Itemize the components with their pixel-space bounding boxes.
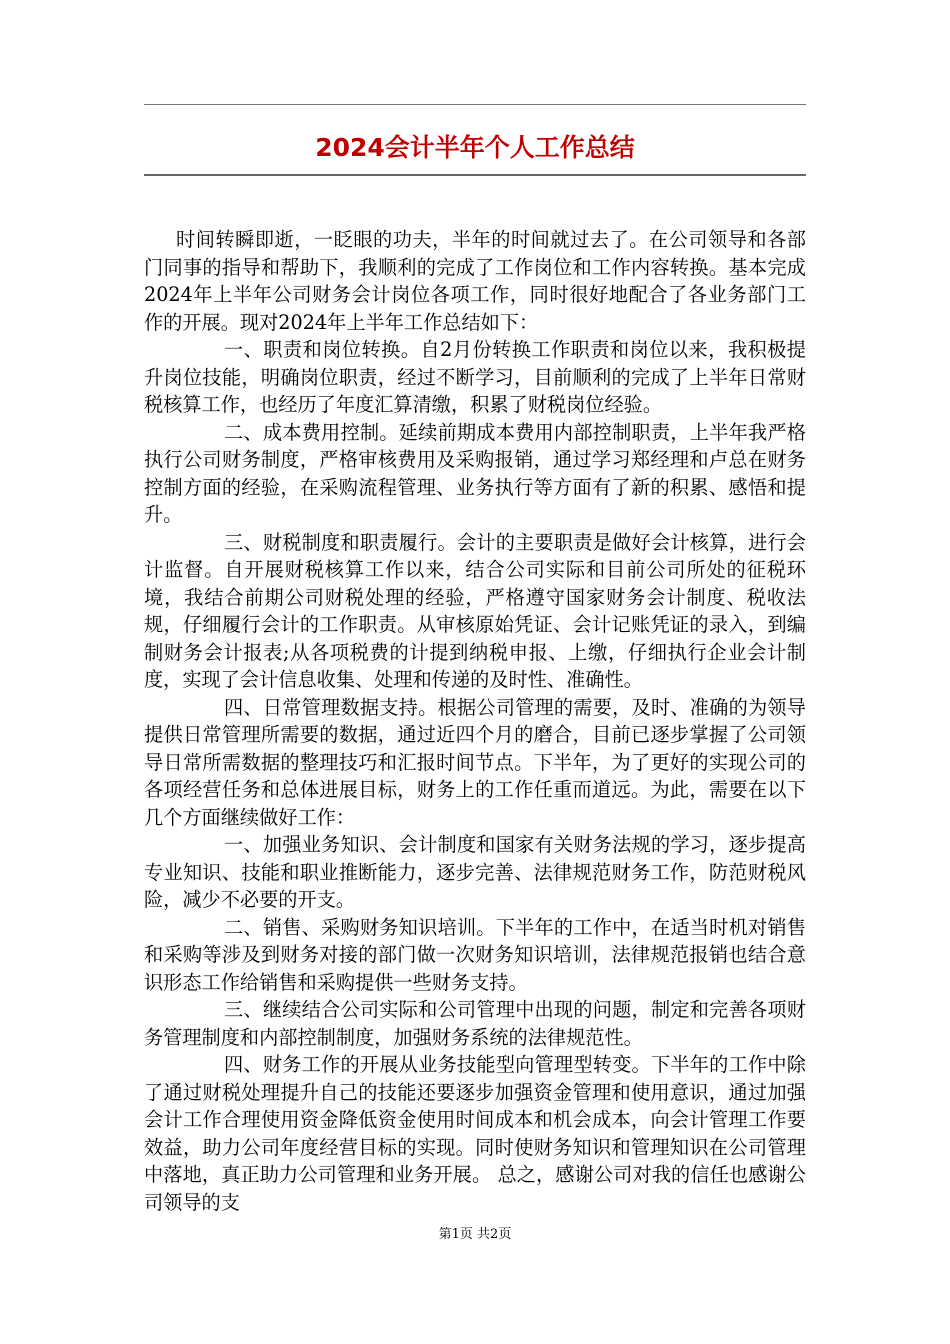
paragraph-plan-training: 二、销售、采购财务知识培训。下半年的工作中，在适当时机对销售和采购等涉及到财务对接的部门做一次财务知识培训，法律规范报销也结合意识形态工作给销售和采购提供一些财务支持。 — [144, 915, 806, 994]
header-rule-top — [144, 104, 806, 105]
paragraph-data-support: 四、日常管理数据支持。根据公司管理的需要，及时、准确的为领导提供日常管理所需要的数据，通过近四个月的磨合，目前已逐步掌握了公司领导日常所需数据的整理技巧和汇报时间节点。下半年，为了更好的实现公司的各项经营任务和总体进展目标，财务上的工作任重而道远。为此，需要在以下几个方面继续做好工作： — [144, 695, 806, 829]
document-title: 2024会计半年个人工作总结 — [315, 133, 635, 162]
paragraph-plan-management: 四、财务工作的开展从业务技能型向管理型转变。下半年的工作中除了通过财税处理提升自己的技能还要逐步加强资金管理和使用意识，通过加强会计工作合理使用资金降低资金使用时间成本和机会成本，向会计管理工作要效益，助力公司年度经营目标的实现。同时使财务知识和管理知识在公司管理中落地，真正助力公司管理和业务开展。 总之，感谢公司对我的信任也感谢公司领导的支 — [144, 1053, 806, 1214]
paragraph-plan-study: 一、加强业务知识、会计制度和国家有关财务法规的学习，逐步提高专业知识、技能和职业推断能力，逐步完善、法律规范财务工作，防范财税风险，减少不必要的开支。 — [144, 833, 806, 911]
intro-paragraph: 时间转瞬即逝，一眨眼的功夫，半年的时间就过去了。在公司领导和各部门同事的指导和帮助下，我顺利的完成了工作岗位和工作内容转换。基本完成2024年上半年公司财务会计岗位各项工作，同时很好地配合了各业务部门工作的开展。现对2024年上半年工作总结如下： — [144, 228, 806, 334]
paragraph-plan-system: 三、继续结合公司实际和公司管理中出现的问题，制定和完善各项财务管理制度和内部控制制度，加强财务系统的法律规范性。 — [144, 998, 806, 1049]
page-footer: 第1页 共2页 — [438, 1227, 512, 1242]
paragraph-duty-transfer: 一、职责和岗位转换。自2月份转换工作职责和岗位以来，我积极提升岗位技能，明确岗位职责，经过不断学习，目前顺利的完成了上半年日常财税核算工作，也经历了年度汇算清缴，积累了财税岗位经验。 — [144, 338, 806, 416]
paragraph-cost-control: 二、成本费用控制。延续前期成本费用内部控制职责，上半年我严格执行公司财务制度，严格审核费用及采购报销，通过学习郑经理和卢总在财务控制方面的经验，在采购流程管理、业务执行等方面有了新的积累、感悟和提升。 — [144, 420, 806, 526]
document-body — [144, 226, 806, 1216]
paragraph-tax-system: 三、财税制度和职责履行。会计的主要职责是做好会计核算，进行会计监督。自开展财税核算工作以来，结合公司实际和目前公司所处的征税环境，我结合前期公司财税处理的经验，严格遵守国家财务会计制度、税收法规，仔细履行会计的工作职责。从审核原始凭证、会计记账凭证的录入，到编制财务会计报表;从各项税费的计提到纳税申报、上缴，仔细执行企业会计制度，实现了会计信息收集、处理和传递的及时性、准确性。 — [144, 530, 806, 691]
header-rule-bottom — [144, 174, 806, 176]
